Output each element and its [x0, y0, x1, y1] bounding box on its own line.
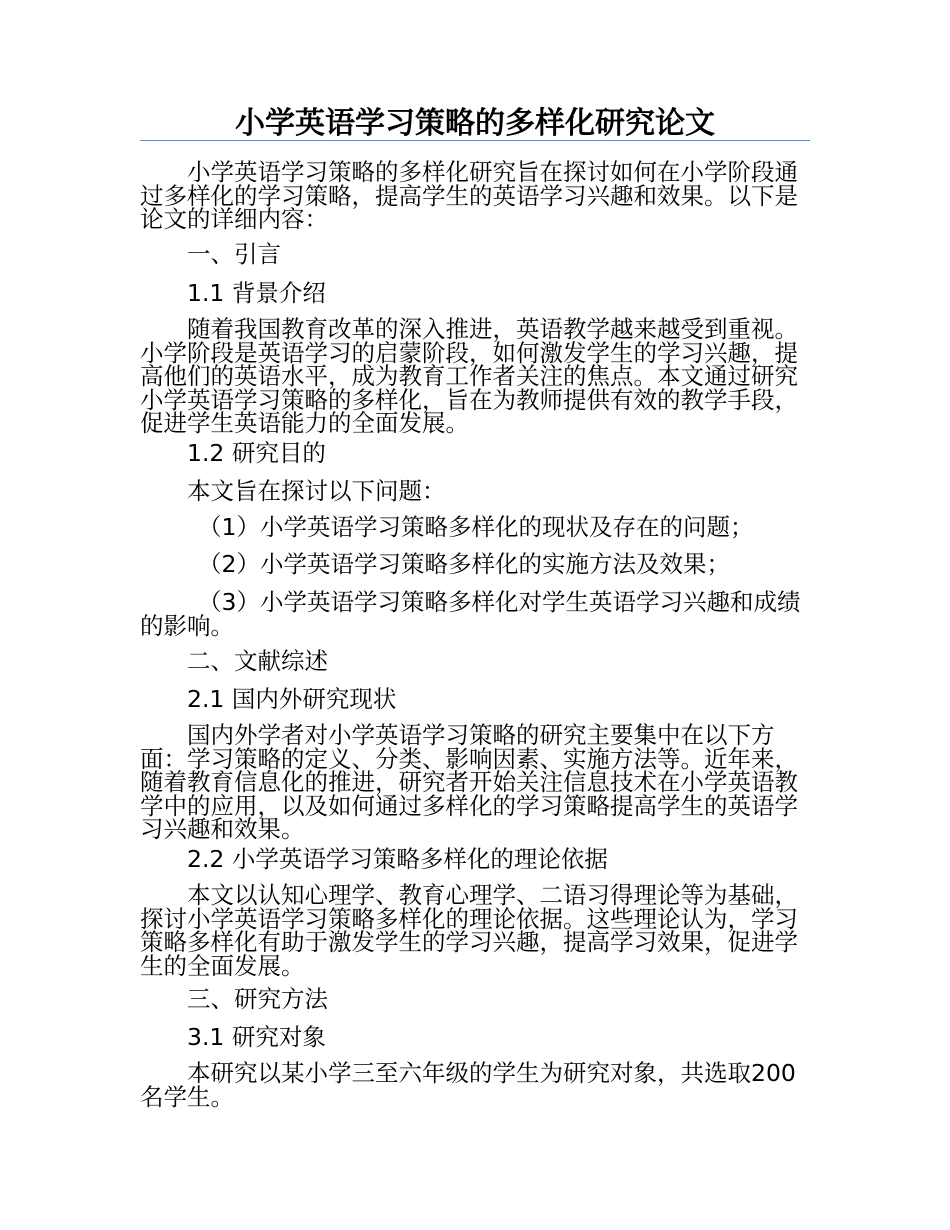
title-underline [140, 140, 810, 141]
question-item-3: （3）小学英语学习策略多样化对学生英语学习兴趣和成绩的影响。 [140, 588, 801, 640]
section-2-2-heading: 2.2 小学英语学习策略多样化的理论依据 [187, 845, 608, 873]
section-3-heading: 三、研究方法 [187, 985, 328, 1013]
section-2-heading: 二、文献综述 [187, 647, 328, 675]
question-item-1: （1）小学英语学习策略多样化的现状及存在的问题； [198, 513, 754, 541]
section-1-2-heading: 1.2 研究目的 [187, 439, 326, 467]
section-3-1-paragraph: 本研究以某小学三至六年级的学生为研究对象，共选取200名学生。 [140, 1059, 796, 1111]
section-1-heading: 一、引言 [187, 240, 281, 268]
section-2-1-heading: 2.1 国内外研究现状 [187, 685, 397, 713]
section-1-1-paragraph: 随着我国教育改革的深入推进，英语教学越来越受到重视。小学阶段是英语学习的启蒙阶段，如何激发学生的学习兴趣，提高他们的英语水平，成为教育工作者关注的焦点。本文通过研究小学英语学习策略的多样化，旨在为教师提供有效的教学手段，促进学生英语能力的全面发展。 [140, 315, 798, 437]
section-2-1-paragraph: 国内外学者对小学英语学习策略的研究主要集中在以下方面：学习策略的定义、分类、影响因素、实施方法等。近年来，随着教育信息化的推进，研究者开始关注信息技术在小学英语教学中的应用，以及如何通过多样化的学习策略提高学生的英语学习兴趣和效果。 [140, 721, 798, 843]
section-1-2-paragraph: 本文旨在探讨以下问题： [187, 477, 446, 505]
section-1-1-heading: 1.1 背景介绍 [187, 279, 326, 307]
section-2-2-paragraph: 本文以认知心理学、教育心理学、二语习得理论等为基础，探讨小学英语学习策略多样化的理论依据。这些理论认为，学习策略多样化有助于激发学生的学习兴趣，提高学习效果，促进学生的全面发展。 [140, 881, 798, 980]
document-title: 小学英语学习策略的多样化研究论文 [235, 106, 715, 141]
section-3-1-heading: 3.1 研究对象 [187, 1023, 326, 1051]
question-item-2: （2）小学英语学习策略多样化的实施方法及效果； [198, 550, 730, 578]
intro-paragraph: 小学英语学习策略的多样化研究旨在探讨如何在小学阶段通过多样化的学习策略，提高学生的英语学习兴趣和效果。以下是论文的详细内容： [140, 158, 798, 233]
